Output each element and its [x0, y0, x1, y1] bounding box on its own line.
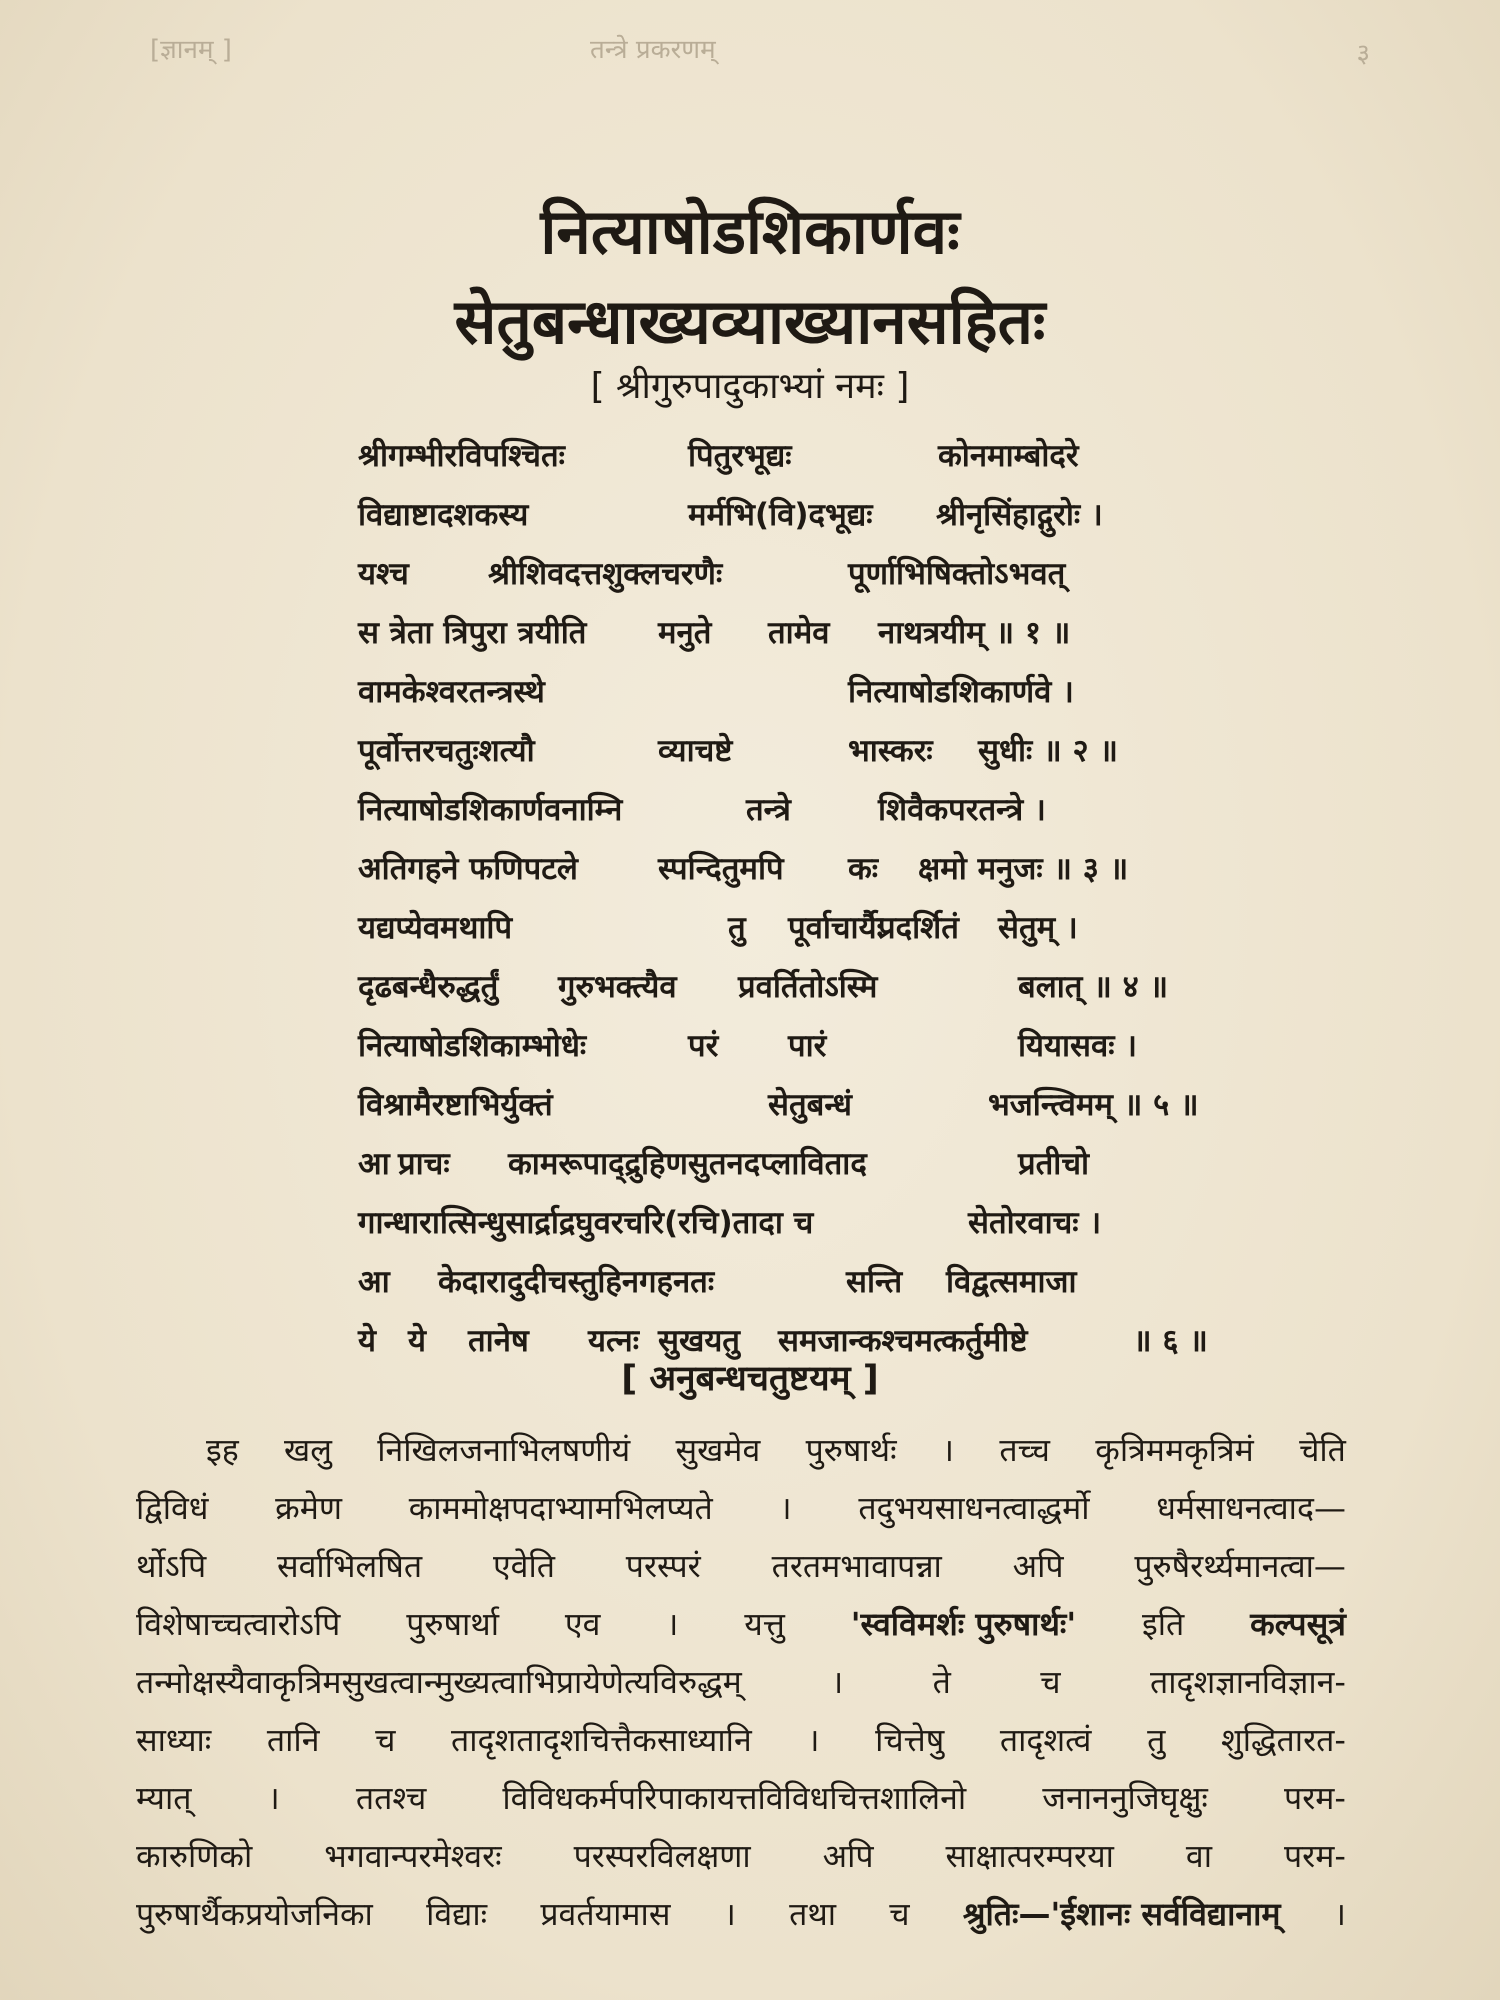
title-line-2: सेतुबन्धाख्यव्याख्यानसहितः [454, 285, 1046, 358]
prose-line [136, 1428, 1346, 1486]
prose-word: च [889, 1895, 910, 1933]
verse-word: भजन्त्विमम् ॥ ५ ॥ [988, 1087, 1199, 1123]
verse-word: क्षमो मनुजः ॥ ३ ॥ [918, 851, 1129, 887]
verse-word: नाथत्रयीम् ॥ १ ॥ [878, 615, 1071, 651]
verse-line [358, 434, 1238, 493]
prose-word: पुरुषार्थः [805, 1431, 897, 1469]
prose-word: विशेषाच्चत्वारोऽपि [136, 1605, 341, 1643]
verse-word: श्रीगम्भीरविपश्चितः [358, 438, 565, 474]
verse-line [358, 611, 1238, 670]
verse-word: परं [688, 1028, 719, 1064]
prose-word: खलु [284, 1431, 332, 1469]
prose-word: र्थोऽपि [136, 1547, 207, 1585]
page-number: ३ [1356, 39, 1370, 69]
verse-word: नित्याषोडशिकाम्भोधेः [358, 1028, 587, 1064]
verse-word: वामकेश्वरतन्त्रस्थे [358, 674, 545, 710]
prose-word: ततश्च [355, 1779, 427, 1817]
prose-word: प्रवर्तयामास [540, 1895, 671, 1933]
prose-word: च [1040, 1663, 1061, 1701]
verse-word: आ [358, 1146, 390, 1182]
verse-word: तामेव [768, 615, 830, 651]
prose-word: । [831, 1663, 844, 1701]
prose-word: परस्परं [625, 1547, 701, 1585]
verse-word: श्रीशिवदत्तशुक्लचरणैः [488, 556, 723, 592]
prose-word: ते [932, 1663, 951, 1701]
verse-word: बलात् ॥ ४ ॥ [1018, 969, 1169, 1005]
verse-word: पूर्णाभिषिक्तोऽभवत् [848, 556, 1066, 592]
prose-word: तथा [789, 1895, 837, 1933]
prose-line [136, 1834, 1346, 1892]
verse-word: श्रीनृसिंहाद्गुरोः । [936, 497, 1103, 533]
verse-word: ये [358, 1323, 376, 1359]
prose-word: सुखमेव [675, 1431, 761, 1469]
prose-word: । [666, 1605, 679, 1643]
prose-word: । [941, 1431, 955, 1469]
verse-line [358, 1142, 1238, 1201]
prose-word: इति [1142, 1605, 1185, 1643]
verse-word: यियासवः । [1018, 1028, 1138, 1064]
prose-line [136, 1718, 1346, 1776]
prose-word: इह [206, 1431, 239, 1469]
prose-word: काममोक्षपदाभ्यामभिलप्यते [408, 1489, 713, 1527]
prose-word: कल्पसूत्रं [1250, 1605, 1346, 1643]
verse-word: सेतुबन्धं [768, 1087, 852, 1123]
prose-line [136, 1544, 1346, 1602]
prose-word: साक्षात्परम्परया [945, 1837, 1114, 1875]
prose-word: वा [1185, 1837, 1213, 1875]
prose-word: पुरुषैरर्थ्यमानत्वा— [1134, 1547, 1346, 1585]
verse-word: विश्रामैरष्टाभिर्युक्तं [358, 1087, 553, 1123]
verse-line [358, 729, 1238, 788]
verse-word: दृढबन्धैरुद्धर्तुं [358, 969, 499, 1005]
prose-word: निखिलजनाभिलषणीयं [377, 1431, 631, 1469]
verse-word: प्रतीचो [1018, 1146, 1090, 1182]
prose-word: भगवान्परमेश्वरः [324, 1837, 502, 1875]
verse-word: स्पन्दितुमपि [658, 851, 784, 887]
header-left: [ज्ञानम् ] [150, 35, 232, 65]
verse-line [358, 670, 1238, 729]
verse-word: केदारादुदीचस्तुहिनगहनतः [438, 1264, 715, 1300]
prose-word: एवेति [492, 1547, 555, 1585]
verse-line [358, 906, 1238, 965]
verse-word: गान्धारात्सिन्धुसार्द्राद्रघुवरचरि(रचि)तादा च [358, 1205, 814, 1241]
verse-line [358, 1083, 1238, 1142]
prose-word: कारुणिको [136, 1837, 253, 1875]
section-heading: [ अनुबन्धचतुष्टयम् ] [621, 1359, 879, 1399]
prose-word: एव [564, 1605, 601, 1643]
verse-word: पूर्वाचार्यैः [788, 910, 883, 946]
verse-word: मनुते [658, 615, 712, 651]
verse-word: सुखयतु [658, 1323, 740, 1359]
prose-word: चित्तेषु [875, 1721, 945, 1759]
prose-block [136, 1428, 1346, 1950]
verse-word: प्रदर्शितं [878, 910, 959, 946]
prose-word: परस्परविलक्षणा [573, 1837, 751, 1875]
prose-word: तानि [266, 1721, 320, 1759]
verse-word: स त्रेता त्रिपुरा त्रयीति [358, 615, 587, 651]
verse-word: कोनमाम्बोदरे [938, 438, 1079, 474]
prose-word: । [779, 1489, 792, 1527]
prose-word: कृत्रिममकृत्रिमं [1095, 1431, 1254, 1469]
verse-word: समजान्कश्चमत्कर्तुमीष्टे [778, 1323, 1028, 1359]
verse-word: सेतुम् । [998, 910, 1078, 946]
prose-word: अपि [822, 1837, 874, 1875]
verse-word: कः [848, 851, 879, 887]
verse-line [358, 847, 1238, 906]
prose-word: परम- [1283, 1837, 1346, 1875]
verse-word: आ [358, 1264, 390, 1300]
verse-word: गुरुभक्त्यैव [558, 969, 677, 1005]
verse-word: व्याचष्टे [658, 733, 733, 769]
prose-word: क्रमेण [275, 1489, 343, 1527]
prose-word: तादृशज्ञानविज्ञान- [1149, 1663, 1346, 1701]
verse-word: यद्यप्येवमथापि [358, 910, 513, 946]
verse-word: तु [728, 910, 746, 946]
verse-word: प्राचः [398, 1146, 450, 1182]
prose-word: विविधकर्मपरिपाकायत्तविविधचित्तशालिनो [502, 1779, 967, 1817]
verse-line [358, 1024, 1238, 1083]
verse-word: यश्च [358, 556, 409, 592]
prose-word: चेति [1299, 1431, 1346, 1469]
verse-word: विद्वत्समाजा [946, 1264, 1077, 1300]
verse-word: नित्याषोडशिकार्णवे । [848, 674, 1074, 710]
prose-word: परम- [1284, 1779, 1346, 1817]
verse-word: भास्करः [848, 733, 933, 769]
prose-word: । [267, 1779, 280, 1817]
prose-word: तरतमभावापन्ना [771, 1547, 942, 1585]
verse-block [358, 434, 1238, 1378]
verse-word: प्रवर्तितोऽस्मि [738, 969, 878, 1005]
invocation: [ श्रीगुरुपादुकाभ्यां नमः ] [590, 366, 910, 407]
verse-word: मर्मभि(वि)दभूद्यः [688, 497, 873, 533]
prose-word: पुरुषार्था [406, 1605, 500, 1643]
verse-line [358, 1260, 1238, 1319]
verse-word: सुधीः ॥ २ ॥ [978, 733, 1118, 769]
prose-word: तच्च [999, 1431, 1050, 1469]
prose-word: साध्याः [136, 1721, 212, 1759]
verse-word: तन्त्रे [746, 792, 791, 828]
verse-word: विद्याष्टादशकस्य [358, 497, 529, 533]
verse-word: तानेष [468, 1323, 529, 1359]
verse-word: पितुरभूद्यः [688, 438, 792, 474]
prose-word: जनाननुजिघृक्षुः [1042, 1779, 1208, 1817]
verse-word: ये [408, 1323, 426, 1359]
prose-word: द्विविधं [136, 1489, 209, 1527]
verse-line [358, 552, 1238, 611]
prose-word: तादृशत्वं [999, 1721, 1092, 1759]
verse-word: यत्नः [588, 1323, 639, 1359]
prose-line [136, 1660, 1346, 1718]
verse-word: सेतोरवाचः । [968, 1205, 1102, 1241]
prose-word: विद्याः [426, 1895, 488, 1933]
prose-word: च [375, 1721, 396, 1759]
prose-word: तादृशतादृशचित्तैकसाध्यानि [451, 1721, 752, 1759]
prose-word: धर्मसाधनत्वाद— [1156, 1489, 1346, 1527]
prose-word: तु [1147, 1721, 1166, 1759]
verse-line [358, 965, 1238, 1024]
verse-word: पूर्वोत्तरचतुःशत्यौ [358, 733, 535, 769]
verse-line [358, 493, 1238, 552]
prose-word: 'स्वविमर्शः पुरुषार्थः' [850, 1605, 1077, 1643]
prose-word: तन्मोक्षस्यैवाकृत्रिमसुखत्वान्मुख्यत्वाभिप्रायेणेत्यविरुद्धम् [136, 1663, 742, 1701]
prose-line [136, 1486, 1346, 1544]
prose-word: श्रुतिः—'ईशानः सर्वविद्यानाम् [962, 1895, 1281, 1933]
prose-word: तदुभयसाधनत्वाद्धर्मो [858, 1489, 1090, 1527]
verse-word: नित्याषोडशिकार्णवनाम्नि [358, 792, 623, 828]
verse-word: ॥ ६ ॥ [1133, 1323, 1208, 1359]
prose-word: पुरुषार्थैकप्रयोजनिका [136, 1895, 373, 1933]
prose-line [136, 1892, 1346, 1950]
running-header [150, 30, 1370, 70]
prose-word: म्यात् [136, 1779, 192, 1817]
verse-word: अतिगहने फणिपटले [358, 851, 578, 887]
prose-word: शुद्धितारत- [1220, 1721, 1346, 1759]
verse-line [358, 1201, 1238, 1260]
verse-word: पारं [788, 1028, 827, 1064]
prose-word: यत्तु [744, 1605, 785, 1643]
prose-line [136, 1602, 1346, 1660]
prose-word: अपि [1012, 1547, 1064, 1585]
prose-line [136, 1776, 1346, 1834]
verse-word: शिवैकपरतन्त्रे । [878, 792, 1046, 828]
prose-word: । [807, 1721, 820, 1759]
verse-word: कामरूपाद्द्रुहिणसुतनदप्लाविताद [508, 1146, 867, 1182]
prose-word: । [1333, 1895, 1346, 1933]
title-line-1: नित्याषोडशिकार्णवः [540, 195, 960, 268]
header-center: तन्त्रे प्रकरणम् [590, 35, 716, 65]
verse-word: सन्ति [846, 1264, 903, 1300]
prose-word: । [723, 1895, 736, 1933]
prose-word: सर्वाभिलषित [276, 1547, 423, 1585]
verse-line [358, 788, 1238, 847]
